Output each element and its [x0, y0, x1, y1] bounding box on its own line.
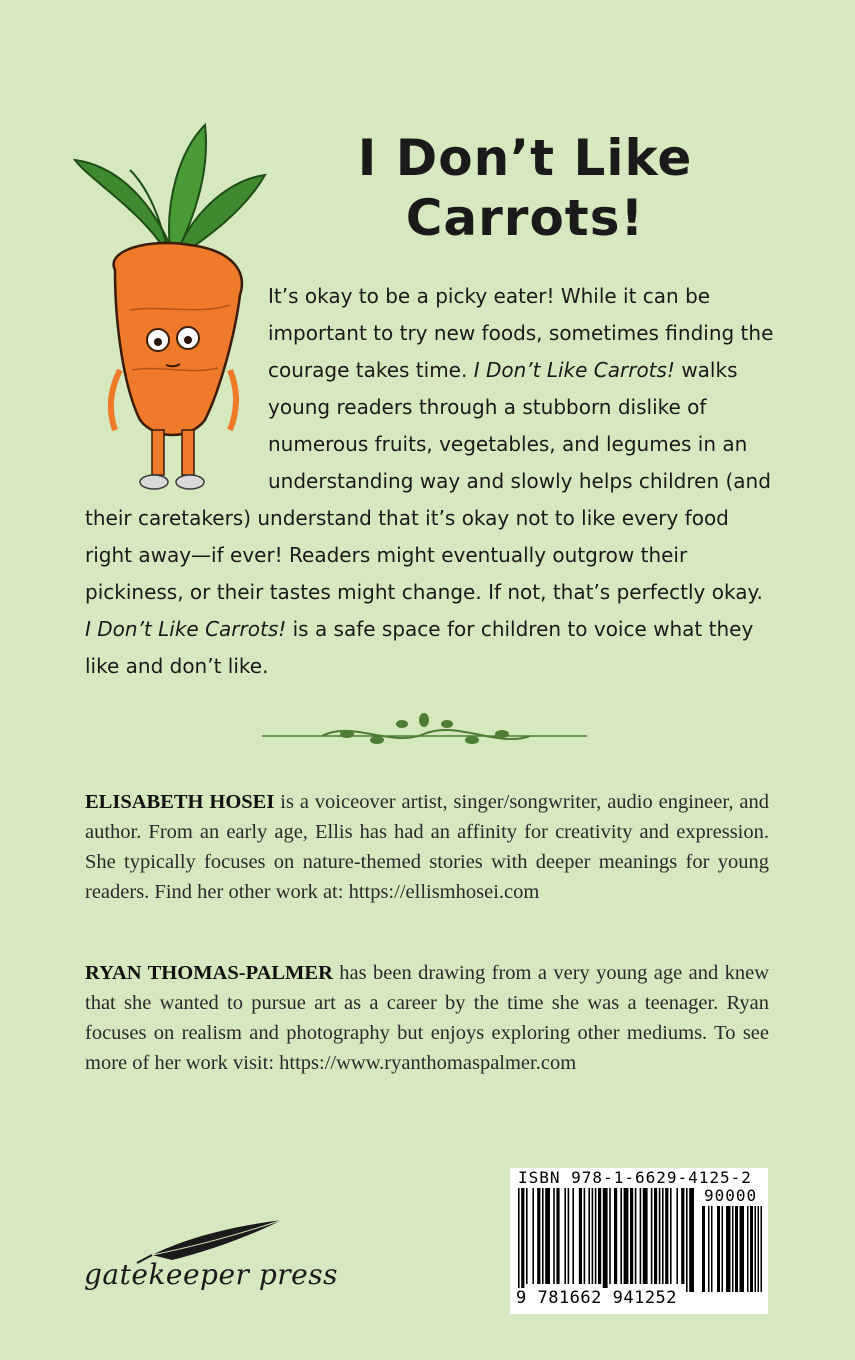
blurb-title-ref: I Don’t Like Carrots! — [473, 358, 675, 382]
barcode-digits: 9 781662 941252 — [512, 1288, 681, 1308]
illustrator-name: RYAN THOMAS-PALMER — [85, 962, 333, 984]
publisher-logo: gatekeeper press — [84, 1258, 338, 1291]
blurb-title-ref-2: I Don’t Like Carrots! — [85, 617, 287, 641]
title-line-1: I Don’t Like — [357, 129, 693, 187]
vine-divider — [262, 710, 587, 760]
blurb-p3: is a safe space for children to voice what they like and don’t like. — [85, 617, 754, 678]
illustrator-bio — [85, 958, 769, 1078]
blurb-p2: walks young readers through a stubborn dislike of numerous fruits, vegetables, and legumes in an understanding way and slowly helps children (and their caretakers) understand that it’s okay not to like every food right away—if ever! Readers might eventually outgrow their pickiness, or their tastes might change. If not, that’s perfectly okay. — [85, 358, 771, 604]
isbn-barcode — [510, 1168, 768, 1314]
author-name: ELISABETH HOSEI — [85, 791, 275, 813]
author-bio — [85, 787, 769, 907]
title-line-2: Carrots! — [405, 189, 645, 247]
author-bio-text: is a voiceover artist, singer/songwriter, audio engineer, and author. From an early age, Ellis has had an affinity for creativity and expression. She typically focuses on nature-themed stories with deeper meanings for young readers. Find her other work at: https://ellismhosei.com — [85, 791, 770, 903]
price-code: 90000 — [704, 1186, 758, 1205]
isbn-text: ISBN 978-1-6629-4125-2 — [518, 1168, 752, 1187]
book-blurb — [85, 278, 775, 685]
blurb-text — [85, 278, 775, 685]
blurb-p1: It’s okay to be a picky eater! While it can be important to try new foods, sometimes finding the courage takes time. — [268, 284, 774, 382]
illustrator-bio-text: has been drawing from a very young age and knew that she wanted to pursue art as a career by the time she was a teenager. Ryan focuses on realism and photography but enjoys exploring other mediums. To see more of her work visit: https://www.ryanthomaspalmer.com — [85, 962, 770, 1074]
book-title — [290, 128, 760, 248]
